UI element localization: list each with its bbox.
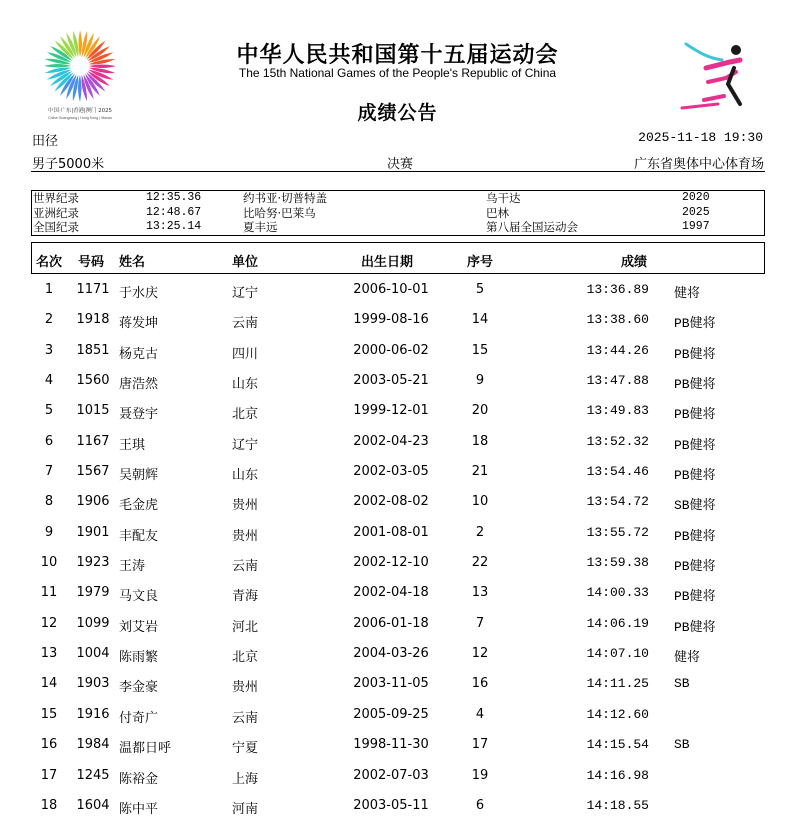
- athlete-note: PB健将: [674, 437, 716, 453]
- athlete-dob: 2006-10-01: [353, 282, 429, 297]
- athlete-unit: 辽宁: [232, 437, 259, 453]
- athlete-lane: 10: [471, 494, 489, 510]
- athlete-dob: 1999-08-16: [353, 312, 429, 328]
- athlete-result: 14:18.55: [586, 797, 649, 813]
- games-title-chinese: 中华人民共和国第十五届运动会: [236, 43, 559, 68]
- athlete-result: 14:11.25: [586, 676, 649, 692]
- athlete-bib: 1245: [76, 767, 110, 783]
- athlete-note: PB健将: [674, 377, 716, 393]
- column-header-unit: 单位: [232, 255, 259, 270]
- athlete-name: 王琪: [119, 437, 146, 453]
- athlete-rank: 4: [44, 373, 54, 389]
- athlete-note: PB健将: [674, 316, 716, 332]
- record-type: 亚洲纪录: [33, 205, 79, 220]
- athlete-bib: 1171: [76, 282, 110, 297]
- athlete-rank: 12: [40, 615, 58, 631]
- table-row: [31, 304, 765, 334]
- table-row: [31, 456, 765, 486]
- athlete-name: 杨克古: [119, 346, 159, 362]
- athlete-bib: 1984: [76, 737, 110, 753]
- athlete-lane: 19: [471, 767, 489, 783]
- athlete-dob: 1999-12-01: [353, 403, 429, 419]
- athlete-dob: 1998-11-30: [353, 737, 429, 753]
- table-row: [31, 608, 765, 638]
- athlete-unit: 河北: [232, 619, 259, 635]
- athlete-bib: 1923: [76, 555, 110, 571]
- athlete-name: 于水庆: [119, 286, 159, 301]
- athlete-note: PB健将: [674, 468, 716, 484]
- record-holder: 比哈努·巴莱乌: [243, 205, 316, 220]
- athlete-lane: 13: [471, 585, 489, 601]
- athlete-result: 14:00.33: [586, 585, 649, 601]
- athlete-note: SB健将: [674, 498, 716, 514]
- athlete-result: 14:15.54: [586, 737, 649, 753]
- table-row: [31, 517, 765, 547]
- athlete-lane: 5: [475, 282, 485, 297]
- athlete-rank: 9: [44, 524, 54, 540]
- athlete-unit: 云南: [232, 710, 259, 726]
- event-name: 男子5000米: [32, 157, 105, 172]
- table-row: [31, 274, 765, 304]
- athlete-name: 温都日呼: [119, 741, 172, 757]
- record-row: [32, 206, 764, 221]
- athlete-unit: 山东: [232, 468, 259, 484]
- athlete-name: 李金豪: [119, 680, 159, 696]
- results-table-header: [31, 242, 765, 274]
- header-divider: [31, 171, 765, 172]
- athlete-dob: 2005-09-25: [353, 706, 429, 722]
- athlete-bib: 1979: [76, 585, 110, 601]
- athlete-rank: 2: [44, 312, 54, 328]
- athlete-dob: 2004-03-26: [353, 646, 429, 662]
- athlete-lane: 20: [471, 403, 489, 419]
- record-time: 13:25.14: [146, 220, 202, 233]
- page-title: 成绩公告: [357, 102, 438, 124]
- column-header-name: 姓名: [119, 255, 146, 270]
- athlete-bib: 1918: [76, 312, 110, 328]
- table-row: [31, 638, 765, 668]
- athlete-lane: 4: [475, 706, 485, 722]
- athlete-note: 健将: [674, 286, 701, 301]
- athlete-result: 14:12.60: [586, 706, 649, 722]
- athlete-note: 健将: [674, 650, 701, 666]
- athlete-result: 13:49.83: [586, 403, 649, 419]
- table-row: [31, 547, 765, 577]
- athlete-rank: 1: [44, 282, 54, 297]
- athlete-lane: 18: [471, 433, 489, 449]
- athlete-name: 丰配友: [119, 528, 159, 544]
- record-year: 2020: [682, 191, 710, 204]
- record-holder: 夏丰远: [243, 220, 278, 234]
- record-time: 12:48.67: [146, 205, 202, 219]
- athlete-name: 马文良: [119, 589, 159, 605]
- athlete-dob: 2002-04-18: [353, 585, 429, 601]
- athlete-dob: 2002-12-10: [353, 555, 429, 571]
- athlete-rank: 7: [44, 464, 54, 480]
- sport-label: 田径: [32, 134, 59, 149]
- table-row: [31, 395, 765, 425]
- athlete-dob: 2002-03-05: [353, 464, 429, 480]
- result-datetime: 2025-11-18 19:30: [638, 130, 763, 145]
- athlete-bib: 1099: [76, 615, 110, 631]
- athlete-result: 13:55.72: [586, 524, 649, 540]
- venue-name: 广东省奥体中心体育场: [633, 157, 764, 172]
- games-title-english: The 15th National Games of the People's Republic of China: [238, 66, 557, 80]
- athlete-unit: 山东: [232, 377, 259, 393]
- athlete-bib: 1916: [76, 706, 110, 722]
- column-header-result: 成绩: [621, 255, 648, 270]
- athlete-result: 14:07.10: [586, 646, 649, 662]
- athlete-lane: 7: [475, 615, 485, 631]
- logo-caption-en: China·Guangdong | Hong Kong | Macao: [47, 116, 113, 120]
- athlete-rank: 14: [40, 676, 58, 692]
- athlete-bib: 1901: [76, 524, 110, 540]
- athlete-name: 聂登宇: [119, 407, 159, 423]
- athlete-result: 13:54.46: [586, 464, 649, 480]
- athlete-name: 唐浩然: [119, 377, 159, 393]
- record-from: 第八届全国运动会: [486, 220, 578, 234]
- athlete-unit: 辽宁: [232, 286, 259, 301]
- record-year: 1997: [682, 220, 710, 233]
- records-box: [31, 190, 765, 236]
- table-row: [31, 335, 765, 365]
- athlete-lane: 15: [471, 342, 489, 358]
- athlete-dob: 2003-05-11: [353, 797, 429, 813]
- athlete-unit: 上海: [232, 771, 259, 787]
- athlete-rank: 17: [40, 767, 58, 783]
- athlete-rank: 13: [40, 646, 58, 662]
- athlete-dob: 2000-06-02: [353, 342, 429, 358]
- record-row: [32, 191, 764, 206]
- athlete-lane: 16: [471, 676, 489, 692]
- record-time: 12:35.36: [146, 191, 202, 204]
- athlete-note: SB: [674, 676, 690, 692]
- record-year: 2025: [682, 205, 710, 219]
- table-row: [31, 760, 765, 790]
- athlete-note: PB健将: [674, 407, 716, 423]
- event-round: 决赛: [387, 157, 414, 172]
- athlete-bib: 1851: [76, 342, 110, 358]
- athlete-note: PB健将: [674, 528, 716, 544]
- athlete-lane: 22: [471, 555, 489, 571]
- record-from: 巴林: [486, 205, 509, 220]
- athlete-note: PB健将: [674, 589, 716, 605]
- athlete-rank: 10: [40, 555, 58, 571]
- athlete-note: PB健将: [674, 559, 716, 575]
- logo-caption: 中国·广东|香港|澳门 2025: [48, 108, 112, 114]
- athlete-name: 蒋发坤: [119, 316, 159, 332]
- table-row: [31, 577, 765, 607]
- athlete-lane: 2: [475, 524, 485, 540]
- column-header-dob: 出生日期: [361, 255, 414, 270]
- athlete-dob: 2001-08-01: [353, 524, 429, 540]
- table-row: [31, 668, 765, 698]
- athlete-result: 14:06.19: [586, 615, 649, 631]
- athlete-unit: 贵州: [232, 528, 259, 544]
- athlete-result: 13:38.60: [586, 312, 649, 328]
- athlete-rank: 6: [44, 433, 54, 449]
- athlete-lane: 21: [471, 464, 489, 480]
- athlete-bib: 1567: [76, 464, 110, 480]
- athlete-dob: 2003-05-21: [353, 373, 429, 389]
- athlete-unit: 四川: [232, 346, 259, 362]
- athlete-note: PB健将: [674, 346, 716, 362]
- athlete-unit: 贵州: [232, 680, 259, 696]
- table-row: [31, 486, 765, 516]
- athlete-result: 13:44.26: [586, 342, 649, 358]
- athlete-lane: 9: [475, 373, 485, 389]
- athlete-name: 吴朝辉: [119, 468, 159, 484]
- athlete-unit: 河南: [232, 801, 259, 817]
- athlete-name: 毛金虎: [119, 498, 159, 514]
- athlete-lane: 17: [471, 737, 489, 753]
- athlete-result: 13:59.38: [586, 555, 649, 571]
- athlete-rank: 3: [44, 342, 54, 358]
- record-type: 全国纪录: [33, 220, 79, 234]
- athlete-rank: 11: [40, 585, 58, 601]
- athlete-name: 刘艾岩: [119, 619, 159, 635]
- athlete-rank: 5: [44, 403, 54, 419]
- athlete-unit: 青海: [232, 589, 259, 605]
- athlete-bib: 1560: [76, 373, 110, 389]
- athlete-unit: 宁夏: [232, 741, 259, 757]
- table-row: [31, 790, 765, 820]
- athlete-unit: 北京: [232, 650, 259, 666]
- athlete-bib: 1906: [76, 494, 110, 510]
- athlete-rank: 8: [44, 494, 54, 510]
- athlete-dob: 2002-07-03: [353, 767, 429, 783]
- athlete-bib: 1167: [76, 433, 110, 449]
- column-header-bib: 号码: [78, 255, 105, 270]
- table-row: [31, 699, 765, 729]
- table-row: [31, 426, 765, 456]
- athlete-lane: 14: [471, 312, 489, 328]
- athlete-note: SB: [674, 737, 690, 753]
- athlete-dob: 2006-01-18: [353, 615, 429, 631]
- athlete-unit: 贵州: [232, 498, 259, 514]
- record-type: 世界纪录: [33, 191, 79, 205]
- athlete-result: 14:16.98: [586, 767, 649, 783]
- results-table: [31, 274, 765, 820]
- athlete-name: 陈裕金: [119, 771, 159, 787]
- athlete-name: 陈雨繁: [119, 650, 159, 666]
- table-row: [31, 729, 765, 759]
- athlete-name: 付奇广: [119, 710, 159, 726]
- column-header-lane: 序号: [467, 255, 494, 270]
- athlete-rank: 16: [40, 737, 58, 753]
- athlete-bib: 1903: [76, 676, 110, 692]
- record-row: [32, 220, 764, 235]
- athlete-rank: 18: [40, 797, 58, 813]
- athlete-lane: 6: [475, 797, 485, 813]
- record-from: 乌干达: [486, 191, 521, 205]
- athlete-name: 陈中平: [119, 801, 159, 817]
- table-row: [31, 365, 765, 395]
- athlete-result: 13:54.72: [586, 494, 649, 510]
- athlete-dob: 2002-04-23: [353, 433, 429, 449]
- athlete-unit: 北京: [232, 407, 259, 423]
- athlete-name: 王涛: [119, 559, 146, 575]
- athlete-dob: 2002-08-02: [353, 494, 429, 510]
- athlete-unit: 云南: [232, 559, 259, 575]
- athlete-bib: 1004: [76, 646, 110, 662]
- athlete-result: 13:36.89: [586, 282, 649, 297]
- athlete-rank: 15: [40, 706, 58, 722]
- athlete-lane: 12: [471, 646, 489, 662]
- column-header-rank: 名次: [36, 255, 63, 270]
- athlete-bib: 1604: [76, 797, 110, 813]
- record-holder: 约书亚·切普特盖: [243, 191, 328, 205]
- athlete-note: PB健将: [674, 619, 716, 635]
- athlete-unit: 云南: [232, 316, 259, 332]
- athlete-result: 13:47.88: [586, 373, 649, 389]
- athlete-bib: 1015: [76, 403, 110, 419]
- athlete-dob: 2003-11-05: [353, 676, 429, 692]
- athlete-result: 13:52.32: [586, 433, 649, 449]
